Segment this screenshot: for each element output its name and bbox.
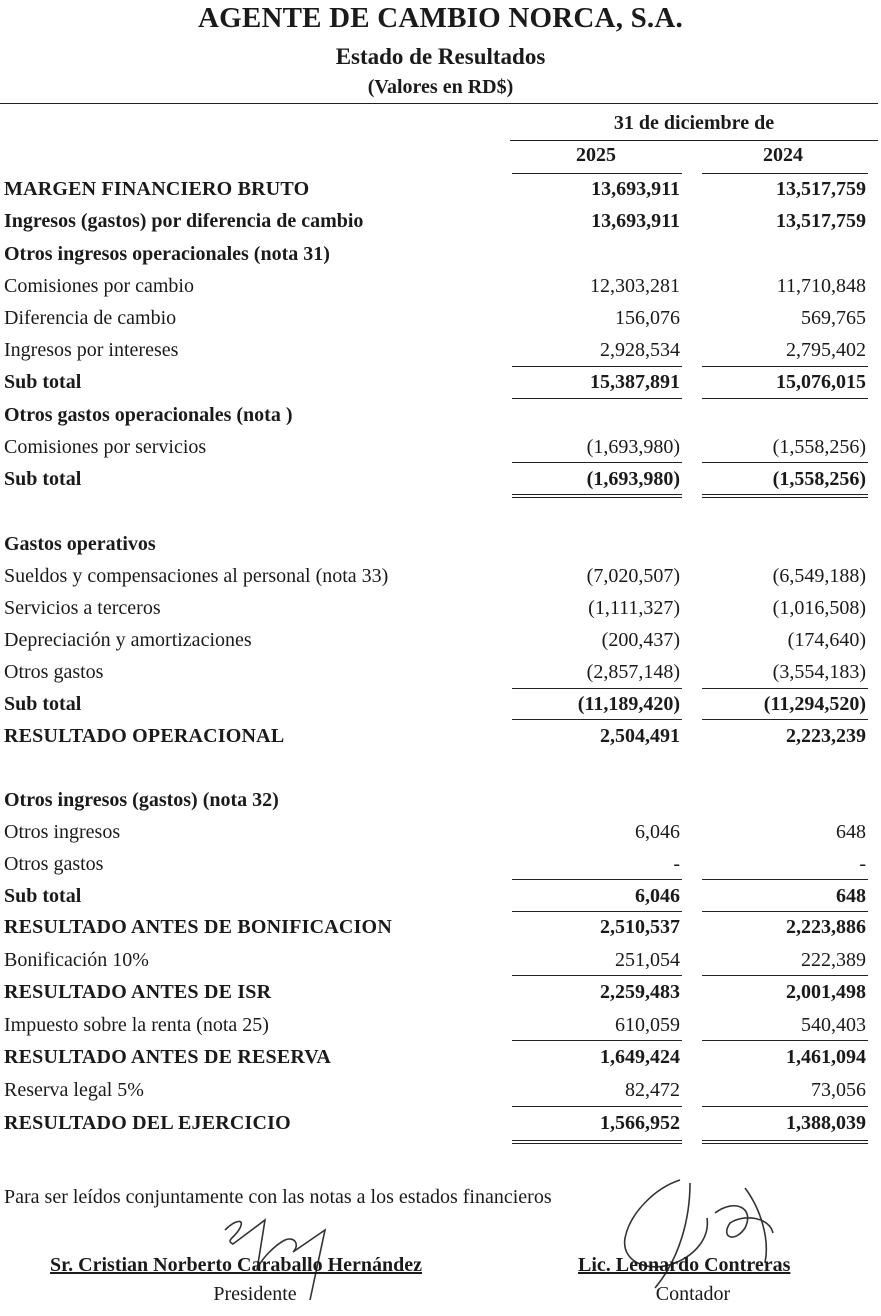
underline — [702, 975, 868, 976]
table-row — [0, 432, 881, 464]
period-label: 31 de diciembre de — [613, 112, 775, 134]
value-2025: 13,693,911 — [591, 178, 680, 200]
value-2024: 222,389 — [801, 949, 866, 971]
value-2024: 13,517,759 — [776, 178, 866, 200]
row-label: Diferencia de cambio — [4, 307, 177, 329]
total-row — [0, 1108, 881, 1140]
row-label: Sueldos y compensaciones al personal (nota 33) — [4, 565, 389, 587]
value-2024: (174,640) — [787, 629, 866, 651]
subtotal-row — [0, 881, 881, 913]
table-row — [0, 625, 881, 657]
value-2024: 648 — [836, 821, 866, 843]
subtotal-row — [0, 464, 881, 496]
underline — [702, 1040, 868, 1041]
row-label: Depreciación y amortizaciones — [4, 629, 252, 651]
row-label: RESULTADO DEL EJERCICIO — [4, 1112, 291, 1134]
value-2024: (6,549,188) — [772, 565, 866, 587]
row-label: RESULTADO ANTES DE BONIFICACION — [4, 916, 392, 938]
value-2024: (3,554,183) — [772, 661, 866, 683]
signatory-president-title: Presidente — [213, 1283, 297, 1305]
value-2025: 610,059 — [615, 1014, 680, 1036]
underline — [702, 1106, 868, 1107]
value-2024: 569,765 — [801, 307, 866, 329]
table-row — [0, 593, 881, 625]
year-prior: 2024 — [763, 144, 803, 166]
value-2025: 1,566,952 — [600, 1112, 680, 1134]
row-label: Gastos operativos — [4, 533, 156, 555]
value-2025: (2,857,148) — [586, 661, 680, 683]
row-label: Otros gastos operacionales (nota ) — [4, 404, 293, 426]
row-label: Ingresos por intereses — [4, 339, 179, 361]
table-row — [0, 945, 881, 977]
value-2025: 2,928,534 — [600, 339, 680, 361]
value-2024: (11,294,520) — [763, 693, 866, 715]
signatory-accountant-name: Lic. Leonardo Contreras — [578, 1254, 791, 1276]
value-2024: (1,558,256) — [772, 436, 866, 458]
section-heading — [0, 400, 881, 432]
value-2024: 2,795,402 — [786, 339, 866, 361]
value-2025: (1,693,980) — [586, 436, 680, 458]
table-row — [0, 303, 881, 335]
table-row — [0, 1042, 881, 1074]
table-row — [0, 657, 881, 689]
double-underline — [512, 494, 682, 498]
double-underline — [702, 1140, 868, 1144]
table-row — [0, 206, 881, 238]
value-2025: - — [673, 853, 680, 875]
value-2025: 2,504,491 — [600, 725, 680, 747]
row-label: RESULTADO ANTES DE ISR — [4, 981, 272, 1003]
row-label: Otros ingresos operacionales (nota 31) — [4, 243, 330, 265]
value-2024: 1,388,039 — [786, 1112, 866, 1134]
value-2025: 12,303,281 — [590, 275, 680, 297]
row-label: MARGEN FINANCIERO BRUTO — [4, 178, 310, 200]
value-2025: (200,437) — [601, 629, 680, 651]
value-2024: 2,223,239 — [786, 725, 866, 747]
underline — [702, 719, 868, 720]
underline — [512, 398, 682, 399]
underline — [512, 975, 682, 976]
row-label: Bonificación 10% — [4, 949, 149, 971]
table-row — [0, 817, 881, 849]
value-2025: (1,111,327) — [588, 597, 680, 619]
value-2025: (7,020,507) — [586, 565, 680, 587]
subtotal-row — [0, 689, 881, 721]
value-2025: 2,259,483 — [600, 981, 680, 1003]
value-2024: 11,710,848 — [776, 275, 866, 297]
value-2024: (1,016,508) — [772, 597, 866, 619]
footnote: Para ser leídos conjuntamente con las notas a los estados financieros — [4, 1186, 552, 1208]
value-2024: (1,558,256) — [772, 468, 866, 490]
currency-units: (Valores en RD$) — [367, 76, 514, 98]
value-2024: 73,056 — [811, 1079, 866, 1101]
value-2025: 15,387,891 — [590, 371, 680, 393]
row-label: Servicios a terceros — [4, 597, 161, 619]
section-heading — [0, 529, 881, 561]
table-row — [0, 912, 881, 944]
value-2025: 1,649,424 — [600, 1046, 680, 1068]
value-2025: (1,693,980) — [586, 468, 680, 490]
row-label: Sub total — [4, 693, 82, 715]
double-underline — [702, 494, 868, 498]
statement-title: Estado de Resultados — [335, 44, 546, 69]
period-rule — [510, 140, 878, 141]
table-row — [0, 561, 881, 593]
signatory-president-name: Sr. Cristian Norberto Caraballo Hernández — [50, 1254, 423, 1276]
table-row — [0, 174, 881, 206]
row-label: Otros ingresos — [4, 821, 121, 843]
value-2025: 156,076 — [615, 307, 680, 329]
table-row — [0, 977, 881, 1009]
value-2025: 2,510,537 — [600, 916, 680, 938]
underline — [512, 879, 682, 880]
underline — [702, 462, 868, 463]
value-2025: (11,189,420) — [577, 693, 680, 715]
double-underline — [512, 1140, 682, 1144]
subtotal-row — [0, 367, 881, 399]
value-2024: 2,223,886 — [786, 916, 866, 938]
row-label: Otros gastos — [4, 661, 104, 683]
value-2024: 15,076,015 — [776, 371, 866, 393]
row-label: Sub total — [4, 885, 82, 907]
underline — [702, 398, 868, 399]
row-label: RESULTADO ANTES DE RESERVA — [4, 1046, 332, 1068]
header-rule — [0, 103, 878, 104]
value-2025: 6,046 — [635, 885, 680, 907]
underline — [702, 879, 868, 880]
table-row — [0, 1010, 881, 1042]
value-2024: - — [859, 853, 866, 875]
underline — [512, 1040, 682, 1041]
underline — [512, 1106, 682, 1107]
value-2025: 6,046 — [635, 821, 680, 843]
signatory-accountant-title: Contador — [655, 1283, 731, 1305]
row-label: Ingresos (gastos) por diferencia de cambio — [4, 210, 364, 232]
table-row — [0, 271, 881, 303]
row-label: Sub total — [4, 468, 82, 490]
row-label: Comisiones por cambio — [4, 275, 194, 297]
value-2025: 82,472 — [625, 1079, 680, 1101]
row-label: Reserva legal 5% — [4, 1079, 144, 1101]
year-current: 2025 — [576, 144, 616, 166]
underline — [512, 462, 682, 463]
row-label: Impuesto sobre la renta (nota 25) — [4, 1014, 269, 1036]
value-2024: 1,461,094 — [786, 1046, 866, 1068]
section-heading — [0, 239, 881, 271]
underline — [512, 719, 682, 720]
section-heading — [0, 785, 881, 817]
table-row — [0, 849, 881, 881]
value-2024: 540,403 — [801, 1014, 866, 1036]
row-label: Sub total — [4, 371, 82, 393]
row-label: Comisiones por servicios — [4, 436, 207, 458]
value-2025: 251,054 — [615, 949, 680, 971]
row-label: Otros ingresos (gastos) (nota 32) — [4, 789, 279, 811]
table-row — [0, 335, 881, 367]
row-label: Otros gastos — [4, 853, 104, 875]
company-name: AGENTE DE CAMBIO NORCA, S.A. — [198, 2, 683, 34]
row-label: RESULTADO OPERACIONAL — [4, 725, 285, 747]
table-row — [0, 1075, 881, 1107]
table-row — [0, 721, 881, 753]
value-2025: 13,693,911 — [591, 210, 680, 232]
value-2024: 2,001,498 — [786, 981, 866, 1003]
value-2024: 13,517,759 — [776, 210, 866, 232]
value-2024: 648 — [836, 885, 866, 907]
